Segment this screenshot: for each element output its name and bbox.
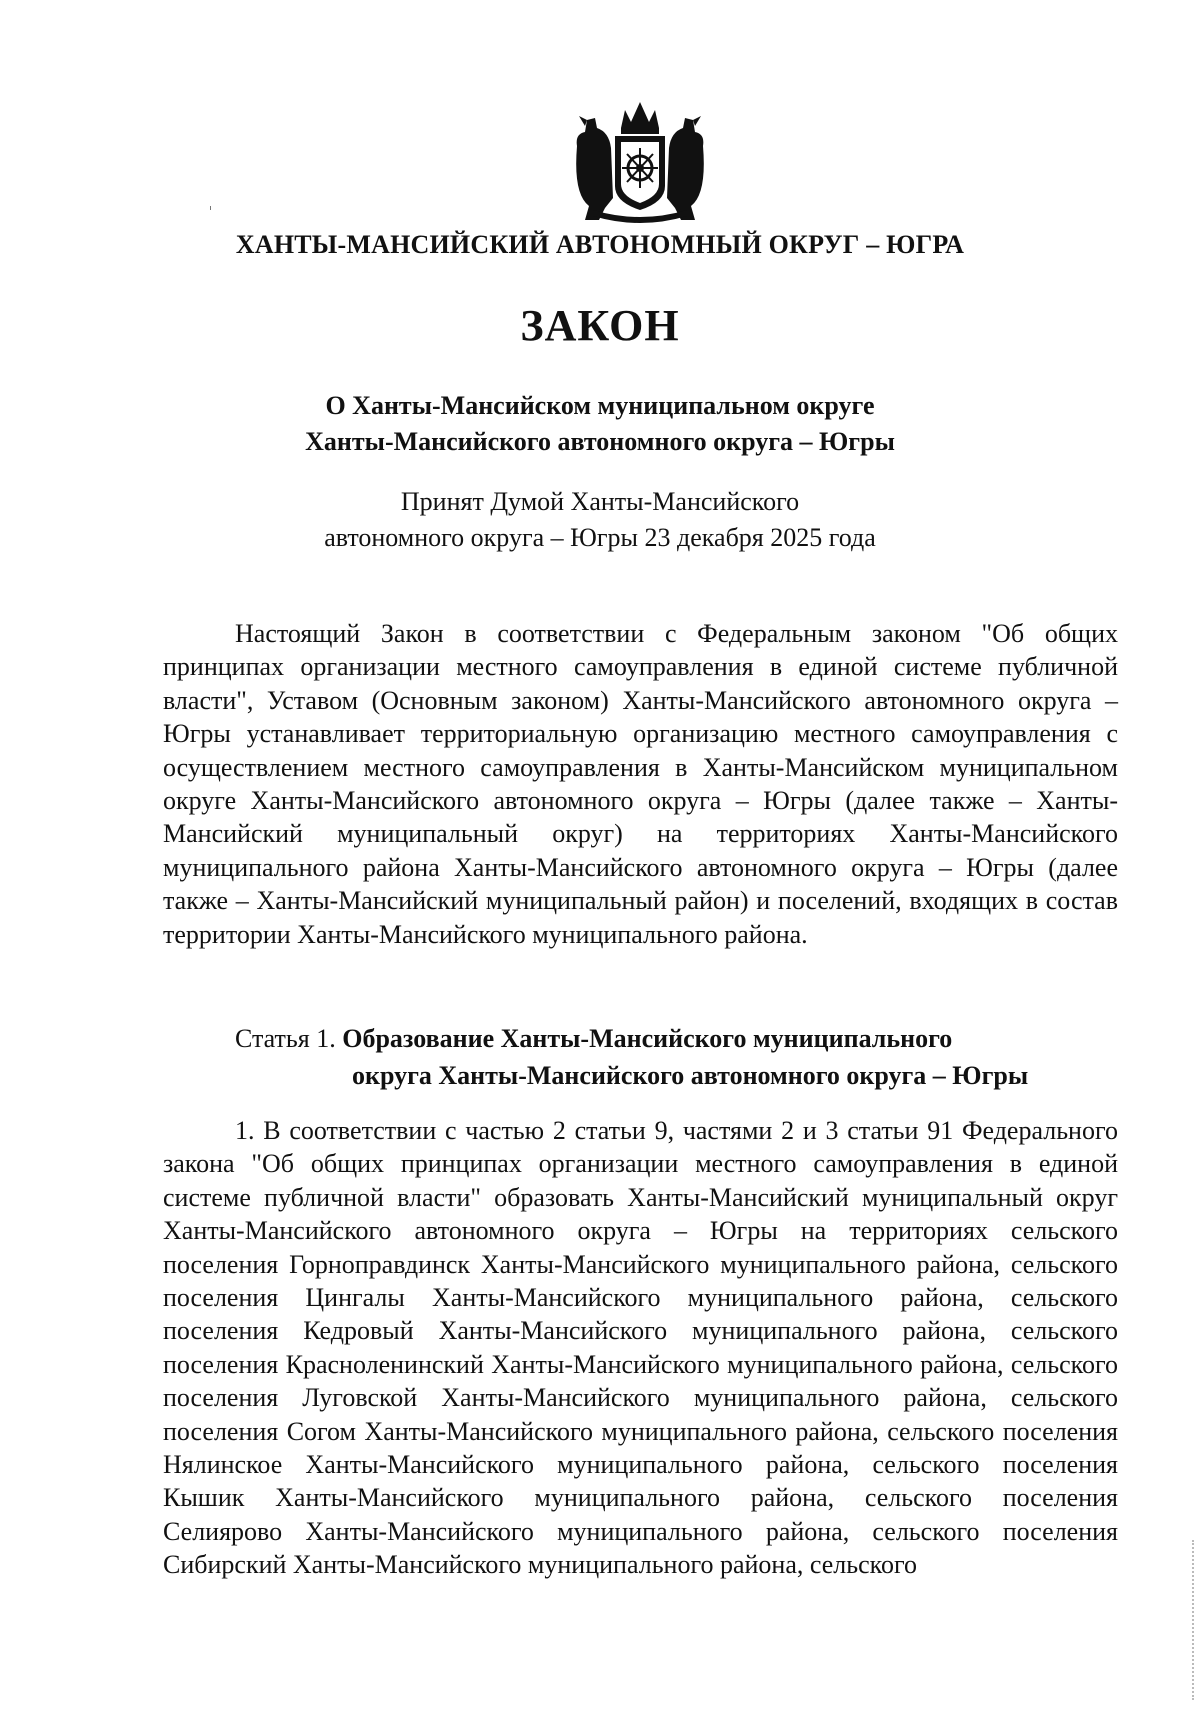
article-1-paragraph-1: [163, 1114, 1118, 1582]
region-heading: ХАНТЫ-МАНСИЙСКИЙ АВТОНОМНЫЙ ОКРУГ – ЮГРА: [235, 230, 965, 259]
article-label: Статья 1.: [235, 1024, 336, 1053]
article-title-line-1: Образование Ханты-Мансийского муниципального: [342, 1024, 953, 1053]
scan-mark: [210, 206, 211, 210]
preamble-paragraph: [163, 617, 1118, 951]
article-title-line-2: округа Ханты-Мансийского автономного округа – Югры: [352, 1061, 1029, 1090]
document-type-heading: ЗАКОН: [520, 301, 680, 350]
preamble-text: Настоящий Закон в соответствии с Федеральным законом "Об общих принципах организации местного самоуправления в единой системе публичной власти", Уставом (Основным законом) Ханты-Мансийского автономного округа – Югры устанавливает территориальную организацию местного самоуправления с осуществлением местного самоуправления в Ханты-Мансийском муниципальном округе Ханты-Мансийского автономного округа – Югры (далее также – Ханты-Мансийский муниципальный округ) на территориях Ханты-Мансийского муниципального района Ханты-Мансийского автономного округа – Югры (далее также – Ханты-Мансийский муниципальный район) и поселений, входящих в состав территории Ханты-Мансийского муниципального района.: [163, 619, 1118, 949]
article-1-heading: [235, 1020, 1028, 1094]
law-title-line-1: О Ханты-Мансийском муниципальном округе: [325, 391, 875, 420]
scan-edge: [1192, 1540, 1196, 1700]
adoption-line-1: Принят Думой Ханты-Мансийского: [400, 487, 800, 516]
paragraph-text: 1. В соответствии с частью 2 статьи 9, частями 2 и 3 статьи 91 Федерального закона "Об общих принципах организации местного самоуправления в единой системе публичной власти" образовать Ханты-Мансийский муниципальный округ Ханты-Мансийского автономного округа – Югры на территориях сельского поселения Горноправдинск Ханты-Мансийского муниципального района, сельского поселения Цингалы Ханты-Мансийского муниципального района, сельского поселения Кедровый Ханты-Мансийского муниципального района, сельского поселения Красноленинский Ханты-Мансийского муниципального района, сельского поселения Луговской Ханты-Мансийского муниципального района, сельского поселения Согом Ханты-Мансийского муниципального района, сельского поселения Нялинское Ханты-Мансийского муниципального района, сельского поселения Кышик Ханты-Мансийского муниципального района, сельского поселения Селиярово Ханты-Мансийского муниципального района, сельского поселения Сибирский Ханты-Мансийского муниципального района, сельского: [163, 1116, 1118, 1580]
adoption-line-2: автономного округа – Югры 23 декабря 2025 года: [324, 523, 876, 552]
adoption-note: [0, 484, 1200, 556]
coat-of-arms-icon: [565, 98, 715, 223]
law-title-line-2: Ханты-Мансийского автономного округа – Югры: [305, 427, 895, 456]
law-title: [0, 388, 1200, 460]
